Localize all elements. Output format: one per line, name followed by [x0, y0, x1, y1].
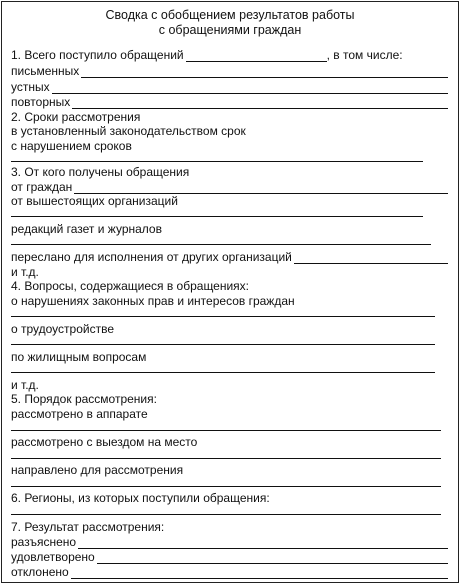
s2-late-row — [11, 139, 448, 153]
s3-press-blank[interactable] — [11, 244, 431, 245]
s1-written-field[interactable] — [81, 66, 448, 78]
s2-blank-line[interactable] — [11, 161, 423, 162]
s3-etc-row — [11, 265, 448, 279]
s3-citizens-row — [11, 180, 448, 194]
s3-citizens-field[interactable] — [74, 182, 448, 194]
s4-rights-row — [11, 294, 448, 308]
s4-housing-row — [11, 350, 448, 364]
s1-total-field[interactable] — [186, 50, 327, 62]
s3-citizens-label: от граждан — [11, 180, 73, 194]
s4-head-label: 4. Вопросы, содержащиеся в обращениях: — [11, 279, 250, 293]
s1-oral-field[interactable] — [52, 82, 448, 94]
s4-header — [11, 279, 448, 293]
s6-blank-line[interactable] — [11, 514, 441, 515]
s3-press-label: редакций газет и журналов — [11, 222, 162, 236]
s7-explained-field[interactable] — [78, 537, 448, 549]
s7-explained-row — [11, 535, 448, 549]
s6-head-label: 6. Регионы, из которых поступили обращения: — [11, 491, 270, 505]
s4-housing-blank[interactable] — [11, 372, 435, 373]
s5-onsite-label: рассмотрено с выездом на место — [11, 435, 198, 449]
s7-satisfied-field[interactable] — [97, 552, 448, 564]
s3-higher-row — [11, 194, 448, 208]
title-line-2: с обращениями граждан — [158, 23, 302, 37]
s7-head-label: 7. Результат рассмотрения: — [11, 520, 165, 534]
s1-head-label: 1. Всего поступило обращений — [11, 48, 184, 62]
s3-forwarded-field[interactable] — [294, 252, 448, 264]
s3-head-label: 3. От кого получены обращения — [11, 165, 190, 179]
s5-office-row — [11, 407, 448, 421]
s5-sent-blank[interactable] — [11, 486, 441, 487]
s1-repeat-row — [11, 95, 448, 109]
s3-press-row — [11, 222, 448, 236]
s3-header — [11, 165, 448, 179]
s4-etc-label: и т.д. — [11, 378, 39, 392]
s4-employment-row — [11, 322, 448, 336]
s1-written-row — [11, 64, 448, 78]
s7-explained-label: разъяснено — [11, 535, 77, 549]
s4-rights-label: о нарушениях законных прав и интересов граждан — [11, 294, 295, 308]
s7-header — [11, 520, 448, 534]
s5-sent-label: направлено для рассмотрения — [11, 463, 184, 477]
title-line-1: Сводка с обобщением результатов работы — [105, 8, 355, 22]
s5-sent-row — [11, 463, 448, 477]
s5-onsite-blank[interactable] — [11, 458, 441, 459]
s1-oral-row — [11, 80, 448, 94]
s5-head-label: 5. Порядок рассмотрения: — [11, 392, 157, 406]
s2-header — [11, 110, 448, 124]
s1-head-suffix: , в том числе: — [326, 48, 403, 62]
s7-satisfied-row — [11, 550, 448, 564]
s1-written-label: письменных — [11, 64, 80, 78]
s2-late-label: с нарушением сроков — [11, 139, 132, 153]
s3-forwarded-label: переслано для исполнения от других организаций — [11, 250, 292, 264]
s3-etc-label: и т.д. — [11, 265, 39, 279]
summary-form — [1, 1, 459, 583]
s2-in-time-row — [11, 124, 448, 138]
s3-higher-blank[interactable] — [11, 216, 423, 217]
s1-header — [11, 48, 448, 62]
s7-satisfied-label: удовлетворено — [11, 550, 95, 564]
s4-housing-label: по жилищным вопросам — [11, 350, 147, 364]
s4-employment-label: о трудоустройстве — [11, 322, 115, 336]
s7-rejected-label: отклонено — [11, 565, 69, 579]
s1-oral-label: устных — [11, 80, 50, 94]
s5-onsite-row — [11, 435, 448, 449]
s4-etc-row — [11, 378, 448, 392]
form-title — [2, 8, 458, 38]
s4-employment-blank[interactable] — [11, 344, 435, 345]
s1-repeat-field[interactable] — [72, 97, 448, 109]
s3-forwarded-row — [11, 250, 448, 264]
s3-higher-label: от вышестоящих организаций — [11, 194, 178, 208]
s5-office-label: рассмотрено в аппарате — [11, 407, 148, 421]
s1-repeat-label: повторных — [11, 95, 71, 109]
s5-office-blank[interactable] — [11, 430, 441, 431]
s7-rejected-field[interactable] — [71, 567, 448, 579]
s7-rejected-row — [11, 565, 448, 579]
s6-header — [11, 491, 448, 505]
s2-in-time-label: в установленный законодательством срок — [11, 124, 246, 138]
s5-header — [11, 392, 448, 406]
s4-rights-blank[interactable] — [11, 316, 435, 317]
s2-head-label: 2. Сроки рассмотрения — [11, 110, 141, 124]
